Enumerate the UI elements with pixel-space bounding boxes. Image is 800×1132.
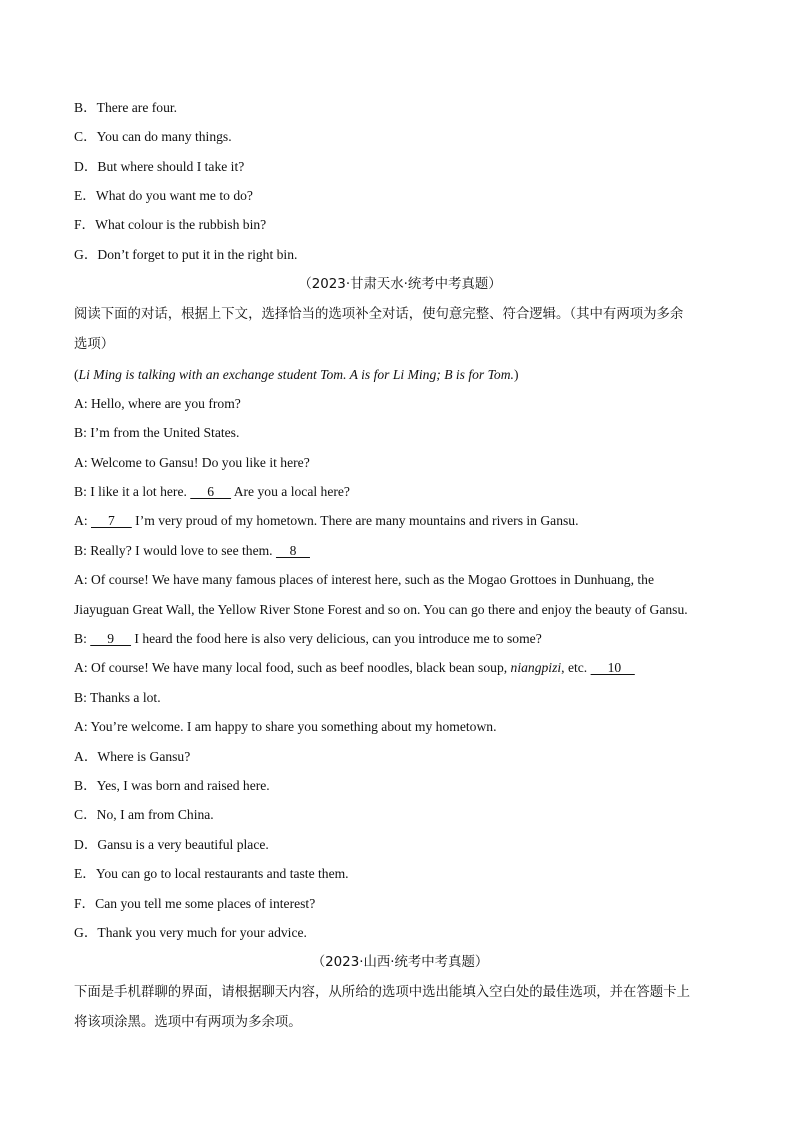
option-g-part1: G．Don’t forget to put it in the right bin. [74,247,298,262]
dialogue-line: B: I’m from the United States. [74,425,240,440]
dialogue-text: B: Really? I would love to see them. [74,543,276,558]
dialogue-line [74,483,350,501]
option-g: G．Thank you very much for your advice. [74,925,307,940]
section2-source: （2023·甘肃天水·统考中考真题） [298,277,502,292]
blank-6[interactable]: 6 [190,484,232,499]
dialogue-line [74,659,635,677]
dialogue-text: Are you a local here? [231,484,350,499]
dialogue-line: A: Welcome to Gansu! Do you like it here? [74,455,310,470]
blank-8[interactable]: 8 [275,543,310,558]
section3-instruction-line1: 下面是手机群聊的界面，请根据聊天内容，从所给的选项中选出能填入空白处的最佳选项，并在答题卡上 [74,985,690,1000]
dialogue-line [74,630,542,648]
option-b-part1: B．There are four. [74,100,178,115]
blank-9[interactable]: 9 [90,631,132,646]
option-f-part1: F．What colour is the rubbish bin? [74,217,267,232]
dialogue-line: A: You’re welcome. I am happy to share you something about my hometown. [74,719,497,734]
context-text: Li Ming is talking with an exchange student Tom. A is for Li Ming; B is for Tom. [78,367,514,382]
dialogue-line: A: Of course! We have many famous places of interest here, such as the Mogao Grottoes in Dunhuang, the [74,572,654,587]
dialogue-line: B: Thanks a lot. [74,690,161,705]
option-a: A．Where is Gansu? [74,749,191,764]
context-open-paren: ( [74,367,79,382]
dialogue-line: Jiayuguan Great Wall, the Yellow River Stone Forest and so on. You can go there and enjoy the beauty of Gansu. [74,602,688,617]
dialogue-text: I’m very proud of my hometown. There are many mountains and rivers in Gansu. [131,513,579,528]
section2-instruction-line1: 阅读下面的对话，根据上下文，选择恰当的选项补全对话，使句意完整、符合逻辑。（其中有两项为多余 [74,307,684,322]
context-close-paren: ) [513,367,519,382]
option-d-part1: D．But where should I take it? [74,159,245,174]
option-e: E．You can go to local restaurants and taste them. [74,866,349,881]
dialogue-text: A: Of course! We have many local food, such as beef noodles, black bean soup, [74,660,511,675]
dialogue-text: B: [74,631,91,646]
dialogue-text: A: [74,513,91,528]
dialogue-line [74,512,579,530]
dialogue-line [74,542,310,560]
option-c-part1: C．You can do many things. [74,129,232,144]
dialogue-text: I heard the food here is also very delicious, can you introduce me to some? [131,631,542,646]
option-c: C．No, I am from China. [74,807,214,822]
option-f: F．Can you tell me some places of interest? [74,896,316,911]
option-d: D．Gansu is a very beautiful place. [74,837,269,852]
blank-7[interactable]: 7 [91,513,132,528]
dialogue-text: B: I like it a lot here. [74,484,191,499]
dialogue-context [74,366,518,384]
dialogue-italic-word: niangpizi [510,660,562,675]
section3-source: （2023·山西·统考中考真题） [311,955,489,970]
dialogue-line: A: Hello, where are you from? [74,396,241,411]
section3-instruction-line2: 将该项涂黑。选项中有两项为多余项。 [74,1015,302,1030]
dialogue-text: , etc. [561,660,591,675]
section2-instruction-line2: 选项） [74,337,115,352]
blank-10[interactable]: 10 [590,660,635,675]
option-b: B．Yes, I was born and raised here. [74,778,270,793]
option-e-part1: E．What do you want me to do? [74,188,253,203]
